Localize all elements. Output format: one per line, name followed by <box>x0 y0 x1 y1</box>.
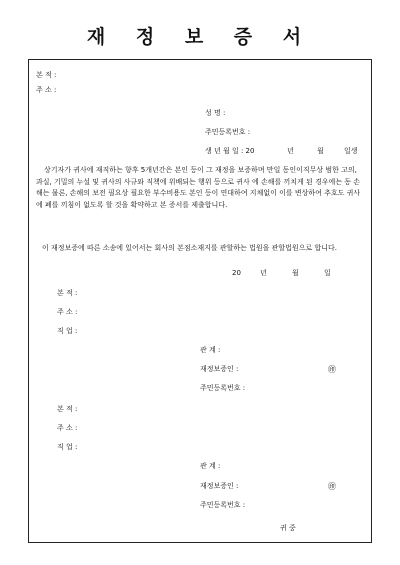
guarantor1-guarantor-label: 재정보증인 : <box>200 365 239 373</box>
closing-addressee: 귀 중 <box>280 524 296 532</box>
guarantor1-job-label: 직 업 : <box>57 327 78 335</box>
address-label: 주 소 : <box>36 86 57 94</box>
birthdate-day: 일생 <box>344 147 358 155</box>
guarantor1-address-label: 주 소 : <box>57 308 78 316</box>
guarantor2-domicile-label: 본 적 : <box>57 405 78 413</box>
guarantor1-seal-mark: ㊞ <box>328 365 336 374</box>
guarantor1-resident-id-label: 주민등록번호 : <box>200 384 246 392</box>
guarantor2-seal-mark: ㊞ <box>328 482 336 491</box>
resident-id-label: 주민등록번호 : <box>205 128 251 136</box>
document-title: 재 정 보 증 서 <box>86 26 314 48</box>
guarantor1-relation-label: 관 계 : <box>200 346 221 354</box>
domicile-label: 본 적 : <box>36 71 57 79</box>
guarantor2-job-label: 직 업 : <box>57 443 78 451</box>
guarantor1-domicile-label: 본 적 : <box>57 289 78 297</box>
guarantor2-address-label: 주 소 : <box>57 424 78 432</box>
birthdate-year: 년 <box>287 147 294 155</box>
guarantee-paragraph: 상기자가 귀사에 재직하는 향후 5개년간은 본인 등이 그 재정을 보증하며 만일 동인이직무상 범한 고의, 과실, 기밀의 누설 및 귀사의 사규와 직책에 위배되는 행위 등으로 귀사 에 손해를 끼치게 된 경우에는 동 손해는 물론, 손해의 보전 필요상 필요한 부수비용도 본인 등이 연대하여 지체없이 이를 변상하여 추호도 귀사에 폐를 끼침이 없도록 할 것을 확약하고 본 증서를 제출합니다. <box>36 166 361 209</box>
date-year-prefix: 20 <box>232 269 241 277</box>
guarantor2-resident-id-label: 주민등록번호 : <box>200 501 246 509</box>
guarantor2-guarantor-label: 재정보증인 : <box>200 482 239 490</box>
date-year: 년 <box>260 269 267 277</box>
date-day: 일 <box>324 269 331 277</box>
guarantor2-relation-label: 관 계 : <box>200 462 221 470</box>
birthdate-label: 생 년 월 일 : 20 <box>205 147 255 155</box>
name-label: 성 명 : <box>205 109 226 117</box>
date-month: 월 <box>292 269 299 277</box>
birthdate-month: 월 <box>317 147 324 155</box>
jurisdiction-paragraph: 이 재정보증에 따른 소송에 있어서는 회사의 본점소재지를 관할하는 법원을 관할법원으로 합니다. <box>42 244 337 252</box>
